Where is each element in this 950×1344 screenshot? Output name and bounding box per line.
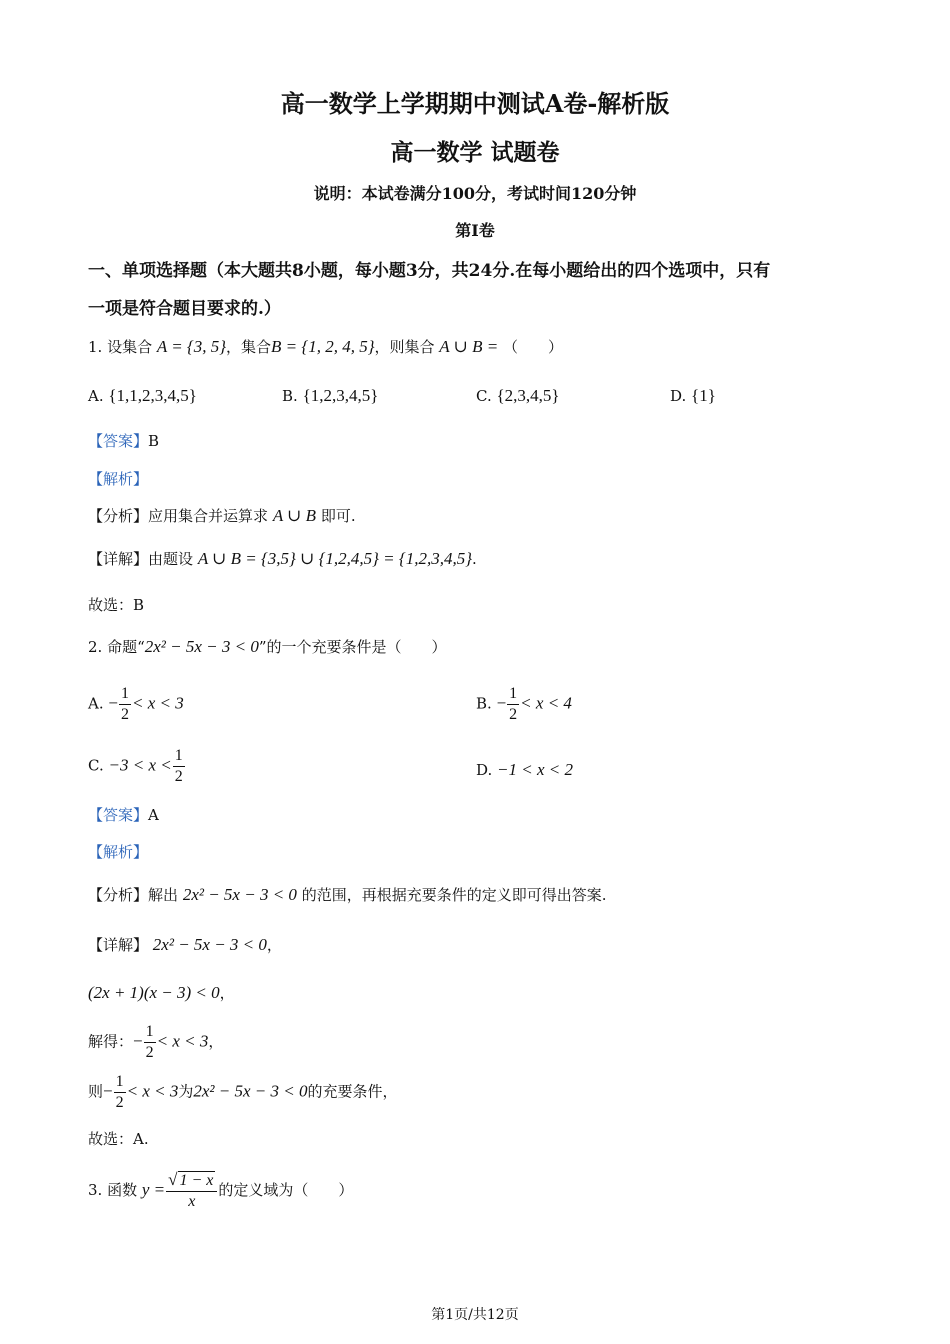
q1-ask-text: ，则集合: [374, 338, 435, 356]
factored-end: ，: [219, 984, 235, 1002]
fraction: [114, 1072, 126, 1113]
option-label: D.: [476, 761, 493, 779]
q2-conclusion: [88, 1072, 398, 1113]
then-expr: 2x² − 5x − 3 < 0: [193, 1081, 308, 1101]
detail-text: 由题设: [148, 550, 194, 568]
answer-value: A: [148, 806, 159, 824]
q2-detail: [88, 934, 282, 955]
option-value: −1 < x < 2: [497, 760, 574, 779]
q3-lhs: y =: [141, 1180, 166, 1199]
fraction-numerator: [166, 1170, 217, 1191]
option-label: B.: [476, 694, 492, 713]
q2-number: 2. 命题“: [88, 638, 145, 656]
main-title: 高一数学上学期期中测试A卷-解析版: [280, 89, 670, 118]
solve-label: 解得：: [88, 1032, 134, 1051]
fraction: [166, 1170, 217, 1212]
then-text-end: 的充要条件，: [307, 1082, 398, 1101]
q2-analysis-tag: 【解析】: [88, 843, 149, 861]
then-text-mid: 为: [178, 1082, 194, 1101]
section-heading-line2: 一项是符合题目要求的.）: [88, 299, 281, 319]
fraction-numerator: 1: [120, 685, 129, 702]
q1-answer: [88, 430, 159, 451]
page-footer: 第1页/共12页: [431, 1307, 519, 1323]
q2-answer: [88, 804, 159, 825]
detail-tag: 【详解】: [88, 550, 149, 568]
then-text: 则: [88, 1082, 104, 1101]
q2-option-c: [88, 746, 186, 787]
then-rest: < x < 3: [126, 1081, 179, 1101]
q1-union-expr: A ∪ B =: [439, 337, 499, 356]
fraction: [119, 684, 131, 725]
fraction: [173, 746, 185, 787]
question-2: [88, 636, 447, 657]
fenxi-text-end: 即可.: [320, 507, 356, 525]
option-rest: < x < 3: [131, 693, 184, 713]
option-value: {1,1,2,3,4,5}: [108, 386, 197, 405]
answer-value: B: [148, 432, 160, 450]
q3-number: 3. 函数: [88, 1181, 138, 1199]
sub-title: 高一数学 试题卷: [390, 139, 560, 166]
solve-end: ，: [208, 1032, 224, 1051]
fraction-numerator: 1: [145, 1023, 154, 1040]
fraction-denominator: 2: [145, 1044, 154, 1061]
question-3: [88, 1170, 353, 1212]
fraction-numerator: 1: [174, 747, 183, 764]
q1-option-a: [88, 386, 197, 406]
fraction-denominator: 2: [115, 1094, 124, 1111]
option-label: B.: [282, 387, 298, 405]
detail-expr: 2x² − 5x − 3 < 0: [152, 935, 267, 954]
fraction-denominator: 2: [509, 706, 518, 723]
q2-fenxi: [88, 884, 606, 905]
option-value: {2,3,4,5}: [496, 386, 560, 405]
option-label: D.: [670, 387, 687, 405]
q1-set-b: B = {1, 2, 4, 5}: [271, 337, 375, 356]
q1-analysis-tag: 【解析】: [88, 470, 149, 488]
option-label: A.: [88, 694, 104, 713]
solve-rest: < x < 3: [156, 1031, 209, 1051]
part-label: 第I卷: [455, 221, 495, 240]
detail-expr: A ∪ B = {3,5} ∪ {1,2,4,5} = {1,2,3,4,5}: [197, 549, 472, 568]
fraction-denominator: x: [166, 1191, 217, 1212]
q2-option-d: [476, 760, 573, 780]
fenxi-text: 解出: [148, 886, 179, 904]
q2-option-b: [476, 684, 572, 725]
option-label: A.: [88, 387, 104, 405]
option-label: C.: [88, 756, 104, 775]
detail-end: ，: [266, 936, 282, 954]
option-sign: −: [496, 693, 507, 713]
option-sign: −: [108, 693, 118, 713]
q1-option-d: [670, 386, 716, 406]
fenxi-expr: A ∪ B: [272, 506, 317, 525]
answer-tag: 【答案】: [88, 432, 149, 450]
q3-ask: 的定义域为（ ）: [218, 1181, 354, 1199]
fenxi-expr: 2x² − 5x − 3 < 0: [182, 885, 297, 904]
fraction: [144, 1022, 156, 1063]
option-rest: −3 < x <: [108, 755, 172, 775]
q1-option-b: [282, 386, 378, 406]
fraction: [507, 684, 519, 725]
q2-option-a: [88, 684, 184, 725]
sqrt-icon: √: [168, 1170, 178, 1189]
q2-ask: ”的一个充要条件是（ ）: [258, 638, 447, 656]
detail-tag: 【详解】: [88, 936, 149, 954]
factored-expr: (2x + 1)(x − 3) < 0: [88, 983, 220, 1002]
detail-end: .: [472, 550, 477, 568]
q1-set-a: A = {3, 5}: [156, 337, 227, 356]
answer-tag: 【答案】: [88, 806, 149, 824]
fraction-numerator: 1: [115, 1073, 124, 1090]
then-sign: −: [103, 1081, 113, 1101]
q2-solve: [88, 1022, 223, 1063]
fraction-denominator: 2: [174, 768, 183, 785]
fenxi-text: 应用集合并运算求: [148, 507, 269, 525]
q1-option-c: [476, 386, 560, 406]
solve-sign: −: [133, 1031, 143, 1051]
option-value: {1}: [691, 386, 716, 405]
fenxi-text-end: 的范围，再根据充要条件的定义即可得出答案.: [301, 886, 607, 904]
fenxi-tag: 【分析】: [88, 886, 149, 904]
q1-fenxi: [88, 505, 356, 526]
q2-expr: 2x² − 5x − 3 < 0: [144, 637, 259, 656]
section-heading-line1: 一、单项选择题（本大题共8小题，每小题3分，共24分.在每小题给出的四个选项中，只有: [88, 261, 771, 281]
q1-paren: （ ）: [503, 338, 564, 356]
q2-factored: [88, 982, 235, 1003]
q1-mid-text: ，集合: [226, 338, 272, 356]
option-value: {1,2,3,4,5}: [302, 386, 379, 405]
sqrt-radicand: 1 − x: [179, 1172, 214, 1189]
option-rest: < x < 4: [520, 693, 572, 713]
fraction-numerator: 1: [509, 685, 518, 702]
q1-detail: [88, 548, 477, 569]
q1-choose: 故选：B: [88, 596, 145, 614]
fraction-denominator: 2: [120, 706, 129, 723]
fenxi-tag: 【分析】: [88, 507, 149, 525]
q2-choose: 故选：A.: [88, 1130, 149, 1148]
question-1: [88, 336, 563, 357]
option-label: C.: [476, 387, 492, 405]
exam-note: 说明：本试卷满分100分，考试时间120分钟: [313, 184, 637, 203]
q1-number: 1. 设集合: [88, 338, 153, 356]
